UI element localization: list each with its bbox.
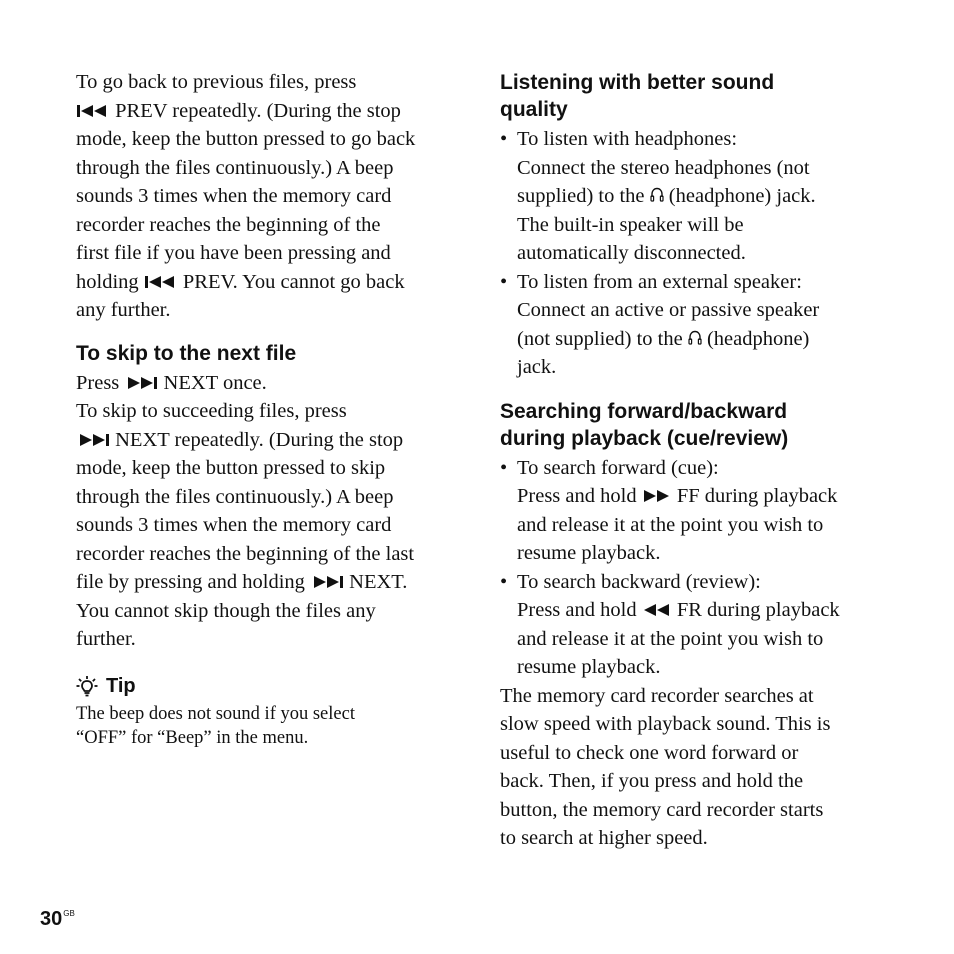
text-line: back. Then, if you press and hold the bbox=[500, 770, 804, 792]
page-number-value: 30 bbox=[40, 908, 63, 930]
text-line: Connect an active or passive speaker bbox=[517, 299, 820, 321]
headphone-icon bbox=[688, 330, 702, 346]
lightbulb-icon bbox=[76, 675, 98, 697]
text-line: and release it at the point you wish to bbox=[517, 627, 824, 650]
text-line: NEXT once. bbox=[163, 371, 267, 394]
fast-forward-icon bbox=[642, 489, 672, 503]
skip-heading: To skip to the next file bbox=[76, 341, 297, 365]
text-line: holding bbox=[76, 270, 139, 293]
text-line: Press and hold bbox=[517, 599, 637, 621]
text-line: mode, keep the button pressed to go back bbox=[76, 128, 416, 150]
text-line: file by pressing and holding bbox=[76, 571, 305, 593]
tip-heading bbox=[76, 673, 456, 699]
text-line: FR during playback bbox=[676, 599, 840, 621]
text-line: NEXT repeatedly. (During the stop bbox=[115, 428, 404, 451]
text-line: The memory card recorder searches at bbox=[500, 684, 814, 707]
heading-line: Searching forward/backward bbox=[500, 399, 788, 423]
text-line: automatically disconnected. bbox=[517, 242, 746, 264]
text-line: PREV. You cannot go back bbox=[182, 270, 405, 293]
text-line: sounds 3 times when the memory card bbox=[76, 185, 392, 207]
text-line: supplied) to the bbox=[517, 185, 645, 207]
text-line: • To search forward (cue): bbox=[517, 456, 719, 479]
heading-line: during playback (cue/review) bbox=[500, 426, 789, 450]
text-line: PREV repeatedly. (During the stop bbox=[115, 99, 401, 122]
text-line: You cannot skip though the files any bbox=[76, 599, 376, 622]
heading-line: Listening with better sound bbox=[500, 71, 775, 94]
skip-paragraph bbox=[76, 369, 456, 654]
text-line: The built-in speaker will be bbox=[517, 213, 744, 236]
text-line: jack. bbox=[517, 356, 557, 378]
text-line: • To search backward (review): bbox=[517, 570, 761, 593]
text-line: first file if you have been pressing and bbox=[76, 242, 391, 264]
headphone-icon bbox=[650, 187, 664, 203]
search-paragraph bbox=[500, 682, 890, 853]
text-line: FF during playback bbox=[676, 485, 838, 507]
page-number bbox=[40, 908, 75, 931]
text-line: resume playback. bbox=[517, 542, 661, 564]
heading-line: quality bbox=[500, 98, 568, 121]
page-number-suffix: GB bbox=[63, 909, 75, 918]
next-track-icon bbox=[310, 575, 344, 589]
tip-text bbox=[76, 702, 456, 750]
search-heading bbox=[500, 398, 890, 452]
right-column bbox=[500, 68, 890, 853]
next-track-icon bbox=[124, 376, 158, 390]
list-item bbox=[500, 268, 890, 382]
text-line: through the files continuously.) A beep bbox=[76, 156, 394, 179]
text-line: (headphone) bbox=[706, 327, 810, 350]
text-line: • To listen from an external speaker: bbox=[517, 270, 802, 293]
text-line: mode, keep the button pressed to skip bbox=[76, 457, 386, 479]
tip-label: Tip bbox=[106, 674, 136, 697]
text-line: further. bbox=[76, 628, 136, 650]
text-line: and release it at the point you wish to bbox=[517, 513, 824, 536]
text-line: slow speed with playback sound. This is bbox=[500, 713, 831, 735]
text-line: (headphone) jack. bbox=[668, 185, 816, 207]
text-line: To go back to previous files, press bbox=[76, 71, 357, 93]
text-line: to search at higher speed. bbox=[500, 827, 708, 849]
text-line: The beep does not sound if you select bbox=[76, 703, 355, 724]
text-line: sounds 3 times when the memory card bbox=[76, 514, 392, 536]
text-line: (not supplied) to the bbox=[517, 327, 683, 350]
text-line: Connect the stereo headphones (not bbox=[517, 156, 810, 179]
text-line: recorder reaches the beginning of the last bbox=[76, 542, 415, 565]
text-line: useful to check one word forward or bbox=[500, 741, 799, 764]
text-line: • To listen with headphones: bbox=[517, 128, 738, 150]
text-line: Press and hold bbox=[517, 485, 637, 507]
text-line: through the files continuously.) A beep bbox=[76, 485, 394, 508]
prev-paragraph bbox=[76, 68, 456, 325]
list-item bbox=[500, 454, 890, 568]
prev-track-icon bbox=[76, 104, 110, 118]
prev-track-icon bbox=[144, 275, 178, 289]
text-line: recorder reaches the beginning of the bbox=[76, 213, 381, 236]
next-track-icon bbox=[76, 433, 110, 447]
sound-quality-heading bbox=[500, 69, 890, 123]
text-line: resume playback. bbox=[517, 656, 661, 678]
text-line: NEXT. bbox=[349, 571, 408, 593]
text-line: To skip to succeeding files, press bbox=[76, 400, 347, 422]
rewind-icon bbox=[642, 603, 672, 617]
list-item bbox=[500, 125, 890, 268]
text-line: Press bbox=[76, 371, 120, 394]
text-line: button, the memory card recorder starts bbox=[500, 798, 824, 821]
text-line: “OFF” for “Beep” in the menu. bbox=[76, 727, 309, 748]
left-column bbox=[76, 68, 456, 750]
list-item bbox=[500, 568, 890, 682]
text-line: any further. bbox=[76, 299, 171, 321]
